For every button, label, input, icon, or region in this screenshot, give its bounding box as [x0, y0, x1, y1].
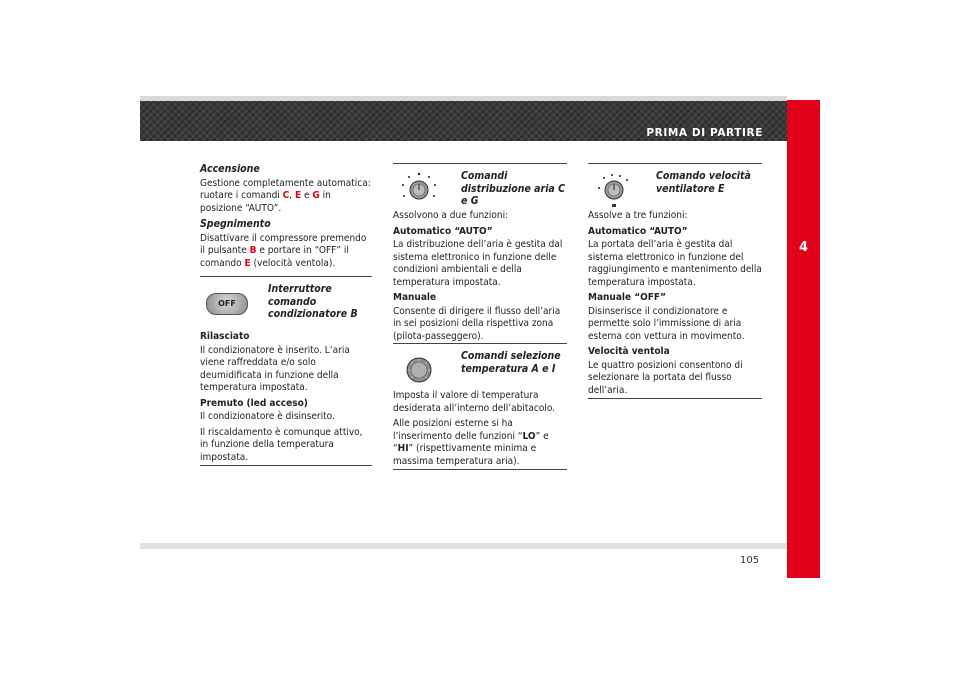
premuto-text-1: Il condizionatore è disinserito. — [200, 411, 335, 422]
accensione-text: Gestione completamente automatica: ruotare i comandi C, E e G in posizione “AUTO”. — [200, 177, 371, 214]
off-button-icon: OFF — [206, 293, 248, 315]
header-bar — [140, 101, 787, 141]
spegnimento-title: Spegnimento — [200, 218, 271, 230]
air-distribution-knob-icon — [395, 168, 443, 208]
fan-speed-knob-icon — [590, 168, 638, 210]
interruttore-title: Interruttore comando condizionatore B — [268, 283, 358, 320]
automatico-text: La distribuzione dell’aria è gestita dal sistema elettronico in funzione delle condizioni ambientali e della temperatura impostata. — [393, 239, 563, 288]
velocita-intro: Assolve a tre funzioni: — [588, 210, 688, 221]
accensione-title: Accensione — [200, 163, 260, 175]
interruttore-block — [200, 277, 372, 323]
chapter-number: 4 — [798, 240, 809, 255]
selezione-title: Comandi selezione temperatura A e I — [461, 350, 561, 375]
premuto-title: Premuto (led acceso) — [200, 397, 308, 409]
automatico-text: La portata dell’aria è gestita dal sistema elettronico in funzione del raggiungimento e mantenimento della temperatura impostata. — [588, 239, 762, 288]
column-2 — [393, 163, 567, 473]
distribuzione-intro: Assolvono a due funzioni: — [393, 210, 509, 221]
velocita-block — [588, 164, 762, 210]
selezione-block — [393, 344, 567, 390]
distribuzione-block — [393, 164, 567, 210]
premuto-text-2: Il riscaldamento è comunque attivo, in funzione della temperatura impostata. — [200, 427, 372, 467]
automatico-title: Automatico “AUTO” — [588, 225, 688, 237]
manuale-text: Consente di dirigere il flusso dell’aria in sei posizioni della rispettiva zona (pilota-passeggero). — [393, 305, 561, 342]
page-number: 105 — [740, 555, 760, 566]
velocita-title: Comando velocità ventilatore E — [656, 170, 751, 195]
spegnimento-text: Disattivare il compressore premendo il pulsante B e portare in “OFF” il comando E (velocità ventola). — [200, 232, 367, 269]
automatico-title: Automatico “AUTO” — [393, 225, 493, 237]
velocita-ventola-title: Velocità ventola — [588, 346, 670, 357]
velocita-ventola-text: Le quattro posizioni consentono di selezionare la portata del flusso dell’aria. — [588, 360, 762, 400]
selezione-text-2: Alle posizioni esterne si ha l’inserimento delle funzioni “LO” e “HI” (rispettivamente minima e massima temperatura aria). — [393, 418, 567, 470]
manuale-title: Manuale — [393, 292, 437, 303]
distribuzione-title: Comandi distribuzione aria C e G — [461, 170, 566, 207]
bottom-strip — [140, 543, 787, 549]
selezione-text-1: Imposta il valore di temperatura desiderata all’interno dell’abitacolo. — [393, 390, 556, 414]
column-3 — [588, 163, 762, 402]
rilasciato-text: Il condizionatore è inserito. L’aria viene raffreddata e/o solo deumidificata in funzione della temperatura impostata. — [200, 344, 350, 393]
temperature-knob-icon — [395, 348, 443, 388]
manuale-off-title: Manuale “OFF” — [588, 292, 666, 303]
rilasciato-title: Rilasciato — [200, 331, 250, 342]
chapter-tab — [787, 100, 820, 578]
column-1 — [200, 163, 372, 469]
section-title: PRIMA DI PARTIRE — [646, 127, 763, 139]
manuale-off-text: Disinserisce il condizionatore e permette solo l’immissione di aria esterna con vettura in movimento. — [588, 305, 745, 342]
